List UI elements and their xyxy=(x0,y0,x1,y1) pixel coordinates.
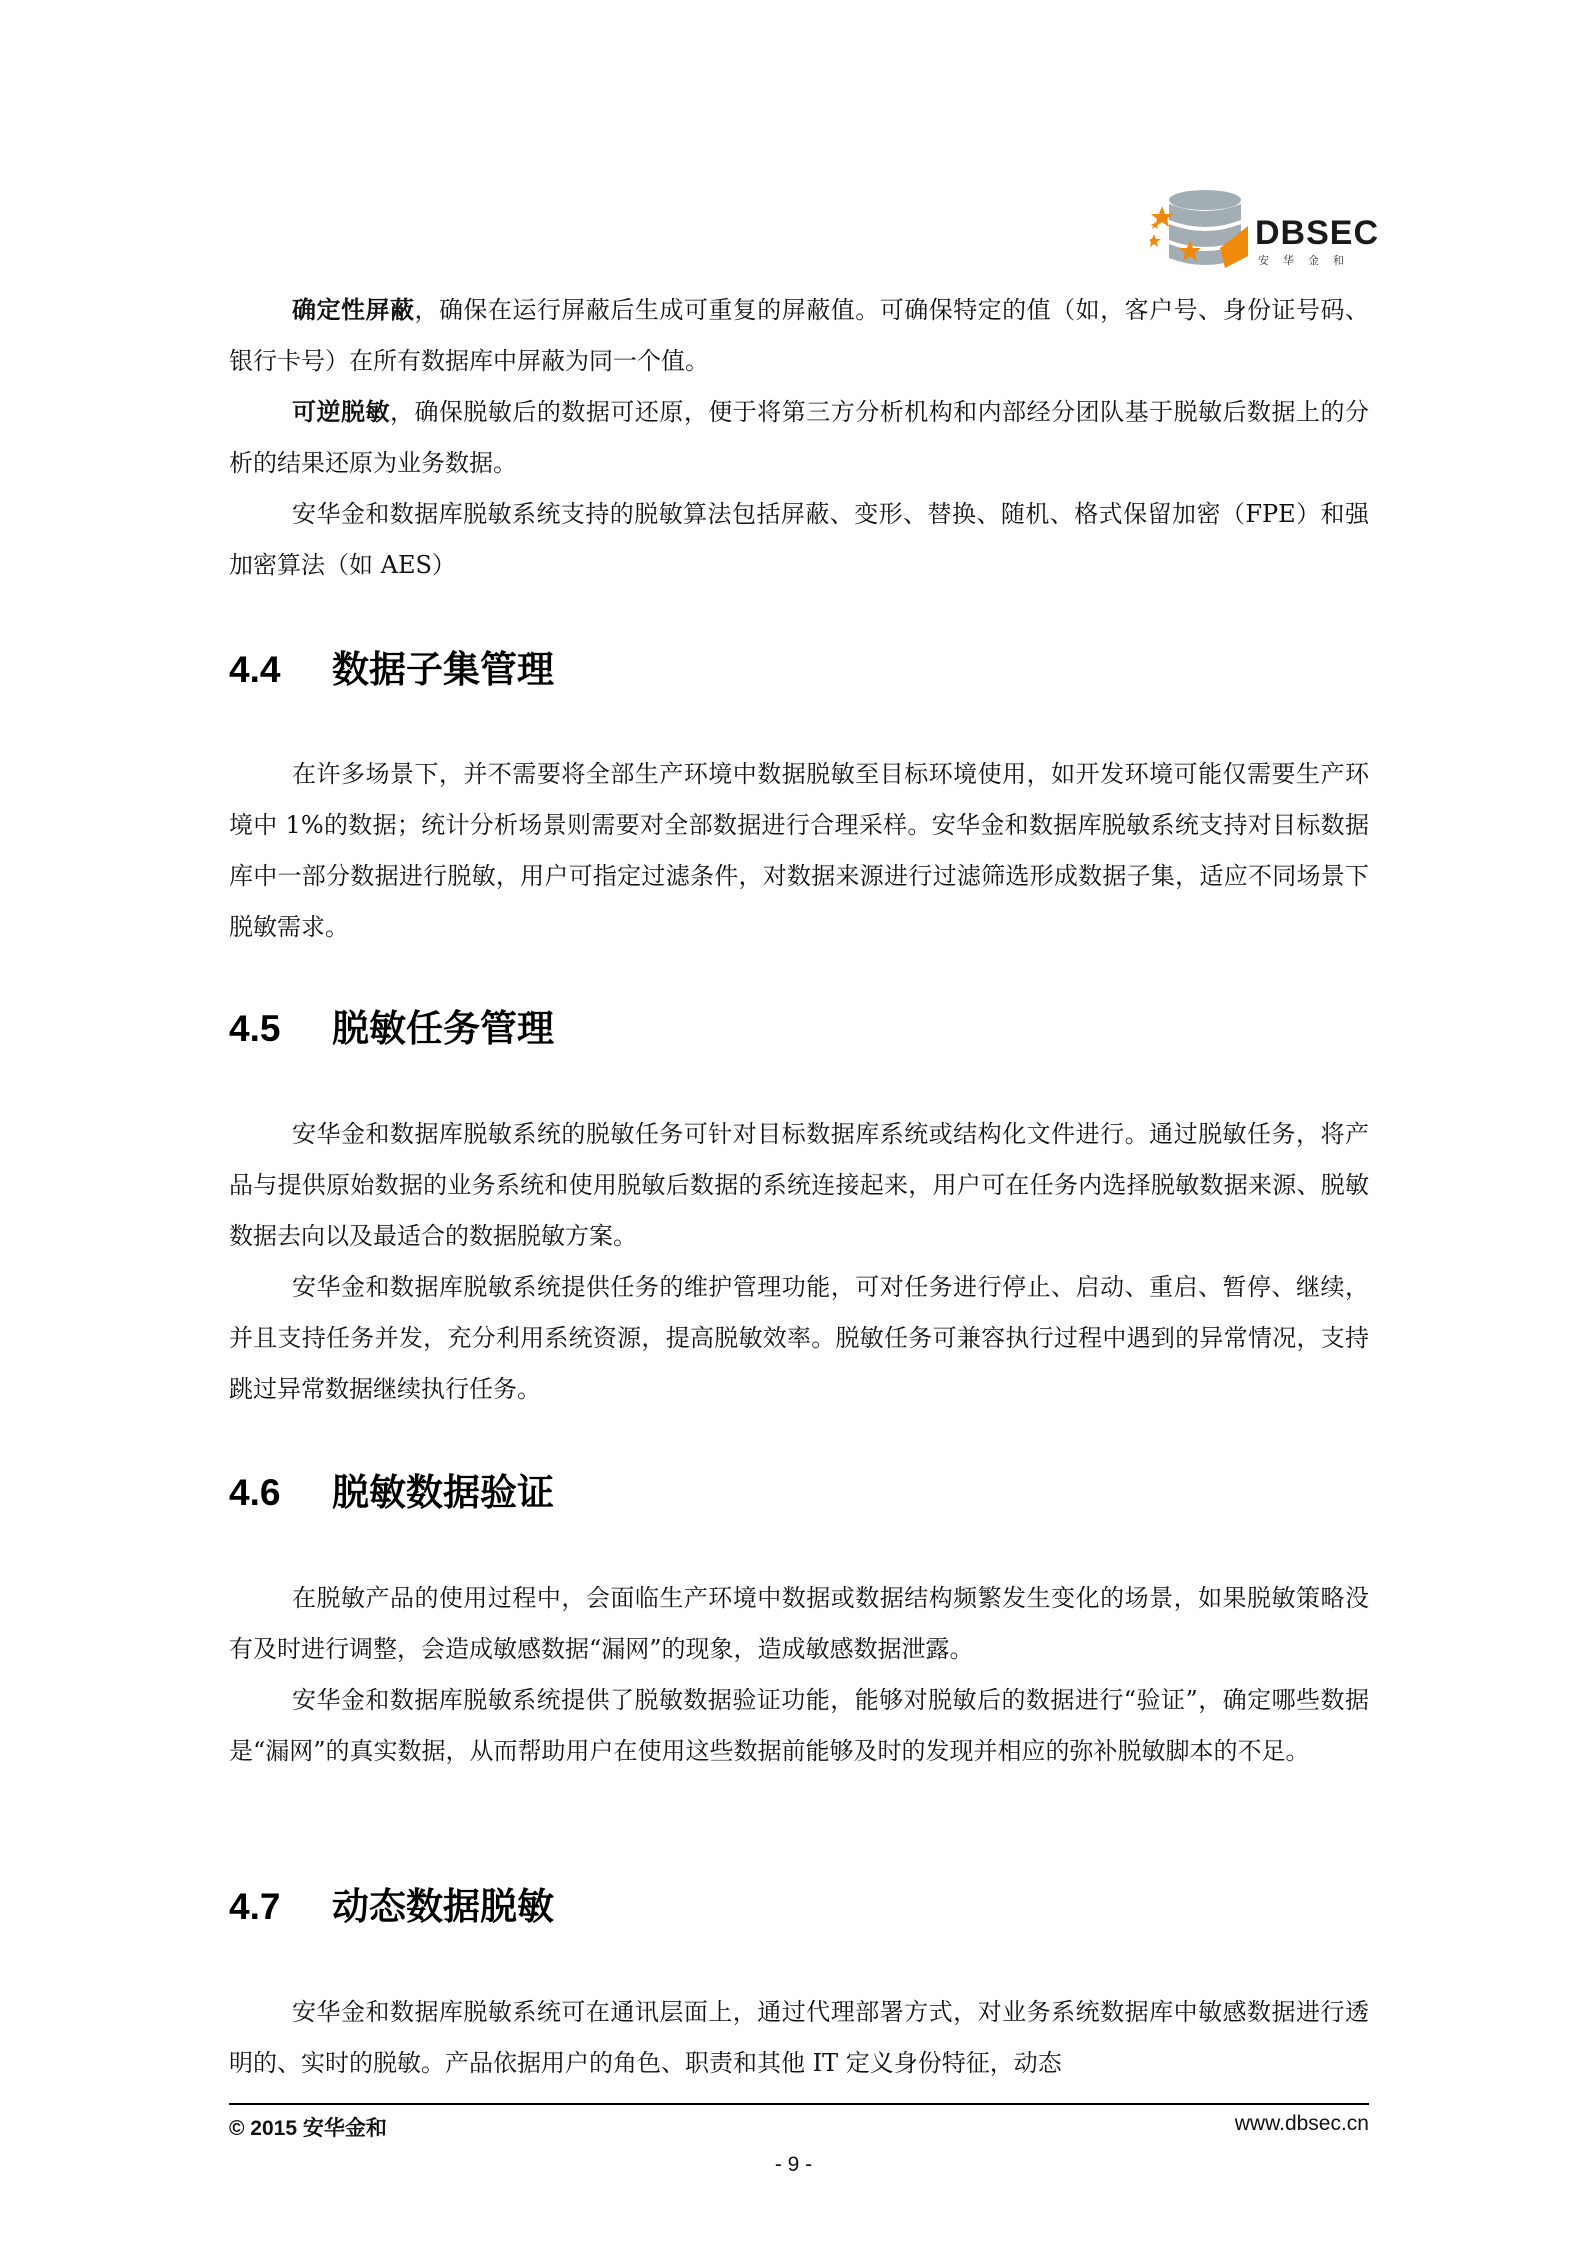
paragraph-reversible-masking: 可逆脱敏，确保脱敏后的数据可还原，便于将第三方分析机构和内部经分团队基于脱敏后数据上的分析的结果还原为业务数据。 xyxy=(229,398,1369,477)
logo-text: DBSEC xyxy=(1255,214,1380,252)
database-stars-icon xyxy=(1150,186,1250,276)
section-heading-4-4: 4.4 数据子集管理 xyxy=(229,648,554,691)
paragraph-4-6-1: 在脱敏产品的使用过程中，会面临生产环境中数据或数据结构频繁发生变化的场景，如果脱敏策略没有及时进行调整，会造成敏感数据“漏网”的现象，造成敏感数据泄露。 xyxy=(229,1584,1369,1663)
logo-subtext: 安华金和 xyxy=(1258,254,1358,267)
term-reversible-masking: 可逆脱敏 xyxy=(292,398,390,426)
section-heading-4-6: 4.6 脱敏数据验证 xyxy=(229,1471,554,1514)
footer-copyright: © 2015 安华金和 xyxy=(229,2117,387,2140)
page-number: - 9 - xyxy=(774,2153,813,2176)
paragraph-4-4-1: 在许多场景下，并不需要将全部生产环境中数据脱敏至目标环境使用，如开发环境可能仅需要生产环境中 1%的数据；统计分析场景则需要对全部数据进行合理采样。安华金和数据库脱敏系统支持对目标数据库中一部分数据进行脱敏，用户可指定过滤条件，对数据来源进行过滤筛选形成数据子集，适应不同场景下脱敏需求。 xyxy=(229,760,1369,941)
footer-divider xyxy=(229,2103,1369,2105)
paragraph-deterministic-masking: 确定性屏蔽，确保在运行屏蔽后生成可重复的屏蔽值。可确保特定的值（如，客户号、身份证号码、银行卡号）在所有数据库中屏蔽为同一个值。 xyxy=(229,296,1370,375)
paragraph-4-5-2: 安华金和数据库脱敏系统提供任务的维护管理功能，可对任务进行停止、启动、重启、暂停、继续，并且支持任务并发，充分利用系统资源，提高脱敏效率。脱敏任务可兼容执行过程中遇到的异常情况，支持跳过异常数据继续执行任务。 xyxy=(229,1273,1369,1403)
term-deterministic-masking: 确定性屏蔽 xyxy=(292,296,415,324)
paragraph-4-6-2: 安华金和数据库脱敏系统提供了脱敏数据验证功能，能够对脱敏后的数据进行“验证”，确定哪些数据是“漏网”的真实数据，从而帮助用户在使用这些数据前能够及时的发现并相应的弥补脱敏脚本的不足。 xyxy=(229,1686,1369,1765)
section-heading-4-5: 4.5 脱敏任务管理 xyxy=(229,1007,554,1050)
section-heading-4-7: 4.7 动态数据脱敏 xyxy=(229,1885,554,1928)
dbsec-logo xyxy=(1150,186,1390,276)
paragraph-algorithms: 安华金和数据库脱敏系统支持的脱敏算法包括屏蔽、变形、替换、随机、格式保留加密（FPE）和强加密算法（如 AES） xyxy=(229,500,1369,579)
paragraph-4-7-1: 安华金和数据库脱敏系统可在通讯层面上，通过代理部署方式，对业务系统数据库中敏感数据进行透明的、实时的脱敏。产品依据用户的角色、职责和其他 IT 定义身份特征，动态 xyxy=(229,1998,1369,2077)
footer-website-link[interactable]: www.dbsec.cn xyxy=(1234,2112,1369,2135)
paragraph-4-5-1: 安华金和数据库脱敏系统的脱敏任务可针对目标数据库系统或结构化文件进行。通过脱敏任务，将产品与提供原始数据的业务系统和使用脱敏后数据的系统连接起来，用户可在任务内选择脱敏数据来源、脱敏数据去向以及最适合的数据脱敏方案。 xyxy=(229,1120,1369,1250)
